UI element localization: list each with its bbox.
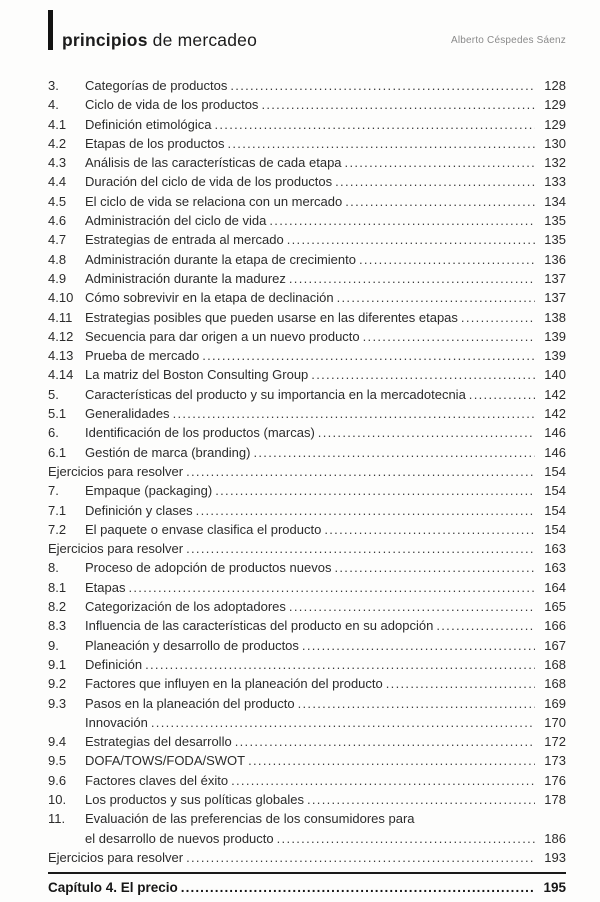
toc-num: 6. bbox=[48, 425, 59, 441]
toc-leader-dots bbox=[287, 230, 535, 249]
toc-num: 3. bbox=[48, 78, 59, 93]
chapter-leader-dots bbox=[181, 878, 535, 897]
toc-title: Empaque (packaging) bbox=[85, 483, 213, 499]
toc-num: 4.12 bbox=[48, 328, 74, 344]
toc-list bbox=[48, 76, 566, 867]
toc-page: 170 bbox=[544, 714, 566, 730]
toc-num: 8.3 bbox=[48, 618, 67, 634]
toc-page: 129 bbox=[544, 116, 566, 132]
toc-title: Influencia de las características del producto en su adopción bbox=[85, 618, 434, 634]
toc-title: Prueba de mercado bbox=[85, 348, 200, 364]
toc-row bbox=[48, 308, 566, 327]
toc-row bbox=[48, 230, 566, 249]
toc-row bbox=[48, 616, 566, 635]
toc-title: El ciclo de vida se relaciona con un mercado bbox=[85, 193, 343, 209]
toc-row bbox=[48, 423, 566, 442]
toc-row bbox=[48, 211, 566, 230]
book-title bbox=[62, 31, 257, 50]
toc-num: 9.5 bbox=[48, 753, 67, 769]
toc-title: Definición bbox=[85, 656, 143, 672]
toc-leader-dots bbox=[261, 95, 535, 114]
toc-row bbox=[48, 713, 566, 732]
toc-page: 154 bbox=[544, 483, 566, 499]
toc-title: Innovación bbox=[85, 714, 148, 730]
toc-row bbox=[48, 636, 566, 655]
toc-title: Ejercicios para resolver bbox=[48, 463, 184, 479]
toc-row bbox=[48, 520, 566, 539]
toc-row bbox=[48, 481, 566, 500]
toc-page: 142 bbox=[544, 406, 566, 422]
toc-leader-dots bbox=[186, 848, 535, 867]
toc-num: 4.7 bbox=[48, 232, 67, 248]
toc-row bbox=[48, 655, 566, 674]
toc-num: 4.9 bbox=[48, 270, 67, 286]
toc-leader-dots bbox=[334, 558, 535, 577]
chapter-footer bbox=[48, 872, 566, 897]
toc-title: Gestión de marca (branding) bbox=[85, 444, 251, 460]
toc-page: 130 bbox=[544, 135, 566, 151]
toc-page: 163 bbox=[544, 560, 566, 576]
toc-row bbox=[48, 76, 566, 95]
toc-num: 8.1 bbox=[48, 579, 67, 595]
toc-leader-dots bbox=[173, 404, 535, 423]
toc-num: 4.10 bbox=[48, 290, 74, 306]
toc-row bbox=[48, 346, 566, 365]
toc-page: 132 bbox=[544, 155, 566, 171]
toc-page: 166 bbox=[544, 618, 566, 634]
toc-title: Etapas de los productos bbox=[85, 135, 225, 151]
toc-row bbox=[48, 172, 566, 191]
toc-num: 9.2 bbox=[48, 676, 67, 692]
toc-title: El paquete o envase clasifica el producto bbox=[85, 521, 322, 537]
toc-row bbox=[48, 829, 566, 848]
toc-title: Ciclo de vida de los productos bbox=[85, 97, 259, 113]
toc-leader-dots bbox=[186, 539, 535, 558]
toc-page: 173 bbox=[544, 753, 566, 769]
toc-num: 4.11 bbox=[48, 309, 73, 325]
toc-row bbox=[48, 153, 566, 172]
toc-leader-dots bbox=[386, 674, 535, 693]
toc-title: Factores claves del éxito bbox=[85, 772, 229, 788]
toc-row bbox=[48, 771, 566, 790]
toc-leader-dots bbox=[311, 365, 535, 384]
toc-num: 4.2 bbox=[48, 135, 67, 151]
toc-row bbox=[48, 269, 566, 288]
toc-title: Proceso de adopción de productos nuevos bbox=[85, 560, 332, 576]
toc-num: 7. bbox=[48, 483, 59, 499]
toc-title: La matriz del Boston Consulting Group bbox=[85, 367, 309, 383]
toc-leader-dots bbox=[289, 269, 535, 288]
toc-row bbox=[48, 385, 566, 404]
toc-title: Estrategias de entrada al mercado bbox=[85, 232, 284, 248]
toc-page: 142 bbox=[544, 386, 566, 402]
toc-row bbox=[48, 578, 566, 597]
toc-page: 154 bbox=[544, 502, 566, 518]
toc-leader-dots bbox=[461, 308, 535, 327]
toc-num: 8. bbox=[48, 560, 59, 576]
toc-leader-dots bbox=[128, 578, 535, 597]
toc-num: 4. bbox=[48, 97, 59, 113]
toc-title: Evaluación de las preferencias de los consumidores para bbox=[85, 811, 415, 827]
toc-leader-dots bbox=[227, 134, 535, 153]
toc-leader-dots bbox=[145, 655, 535, 674]
toc-page: 165 bbox=[544, 599, 566, 615]
toc-num: 8.2 bbox=[48, 599, 67, 615]
toc-leader-dots bbox=[345, 192, 535, 211]
toc-title: Generalidades bbox=[85, 406, 170, 422]
toc-num: 7.2 bbox=[48, 521, 67, 537]
toc-leader-dots bbox=[231, 771, 535, 790]
toc-leader-dots bbox=[235, 732, 535, 751]
toc-num: 10. bbox=[48, 791, 67, 807]
toc-leader-dots bbox=[335, 172, 535, 191]
toc-page: 146 bbox=[544, 425, 566, 441]
toc-leader-dots bbox=[345, 153, 535, 172]
toc-page: 168 bbox=[544, 656, 566, 672]
toc-page: 133 bbox=[544, 174, 566, 190]
toc-leader-dots bbox=[302, 636, 535, 655]
toc-title: Análisis de las características de cada etapa bbox=[85, 155, 342, 171]
toc-row bbox=[48, 327, 566, 346]
toc-num: 5.1 bbox=[48, 406, 67, 422]
toc-leader-dots bbox=[298, 694, 535, 713]
toc-row bbox=[48, 674, 566, 693]
toc-leader-dots bbox=[215, 481, 535, 500]
toc-row bbox=[48, 115, 566, 134]
toc-leader-dots bbox=[469, 385, 535, 404]
toc-row bbox=[48, 751, 566, 770]
toc-num: 4.4 bbox=[48, 174, 67, 190]
toc-title: Definición y clases bbox=[85, 502, 193, 518]
toc-num: 9.3 bbox=[48, 695, 67, 711]
toc-row bbox=[48, 365, 566, 384]
toc-title: el desarrollo de nuevos producto bbox=[85, 830, 274, 846]
toc-leader-dots bbox=[269, 211, 535, 230]
toc-row bbox=[48, 288, 566, 307]
toc-leader-dots bbox=[248, 751, 535, 770]
toc-num: 4.5 bbox=[48, 193, 67, 209]
toc-title: Características del producto y su importancia en la mercadotecnia bbox=[85, 386, 466, 402]
toc-page: 137 bbox=[544, 270, 566, 286]
toc-leader-dots bbox=[202, 346, 535, 365]
toc-title: Pasos en la planeación del producto bbox=[85, 695, 295, 711]
toc-num: 4.14 bbox=[48, 367, 74, 383]
toc-page: 137 bbox=[544, 290, 566, 306]
toc-page: 128 bbox=[544, 78, 566, 93]
toc-row bbox=[48, 95, 566, 114]
page-header bbox=[48, 10, 566, 50]
toc-row bbox=[48, 404, 566, 423]
toc-row bbox=[48, 848, 566, 867]
toc-title: Categorías de productos bbox=[85, 78, 228, 93]
toc-title: Administración durante la etapa de crecimiento bbox=[85, 251, 356, 267]
toc-title: Duración del ciclo de vida de los productos bbox=[85, 174, 333, 190]
toc-row bbox=[48, 192, 566, 211]
toc-leader-dots bbox=[363, 327, 535, 346]
toc-leader-dots bbox=[324, 520, 535, 539]
toc-num: 5. bbox=[48, 386, 59, 402]
toc-num: 7.1 bbox=[48, 502, 67, 518]
chapter-page: 195 bbox=[543, 880, 566, 896]
book-title-block bbox=[48, 10, 257, 50]
toc-page: 164 bbox=[544, 579, 566, 595]
toc-page: 172 bbox=[544, 734, 566, 750]
toc-leader-dots bbox=[230, 76, 535, 95]
toc-title: Los productos y sus políticas globales bbox=[85, 791, 304, 807]
toc-num: 9.1 bbox=[48, 656, 67, 672]
toc-num: 4.13 bbox=[48, 348, 74, 364]
book-title-bold: principios bbox=[62, 29, 148, 50]
toc-title: Cómo sobrevivir en la etapa de declinación bbox=[85, 290, 334, 306]
toc-row bbox=[48, 597, 566, 616]
toc-leader-dots bbox=[289, 597, 535, 616]
toc-title: Administración durante la madurez bbox=[85, 270, 286, 286]
toc-page: 168 bbox=[544, 676, 566, 692]
toc-num: 4.1 bbox=[48, 116, 67, 132]
toc-row bbox=[48, 558, 566, 577]
toc-title: Categorización de los adoptadores bbox=[85, 599, 286, 615]
toc-leader-dots bbox=[436, 616, 535, 635]
toc-title: DOFA/TOWS/FODA/SWOT bbox=[85, 753, 246, 769]
toc-row bbox=[48, 250, 566, 269]
toc-page: 169 bbox=[544, 695, 566, 711]
toc-num: 9.4 bbox=[48, 734, 67, 750]
toc-page: 129 bbox=[544, 97, 566, 113]
toc-leader-dots bbox=[253, 443, 535, 462]
toc-page: 146 bbox=[544, 444, 566, 460]
toc-page: 136 bbox=[544, 251, 566, 267]
toc-title: Estrategias del desarrollo bbox=[85, 734, 232, 750]
toc-row bbox=[48, 443, 566, 462]
toc-title: Ejercicios para resolver bbox=[48, 849, 184, 865]
toc-row bbox=[48, 732, 566, 751]
toc-title: Secuencia para dar origen a un nuevo producto bbox=[85, 328, 360, 344]
toc-leader-dots bbox=[337, 288, 535, 307]
toc-leader-dots bbox=[318, 423, 535, 442]
toc-page: 167 bbox=[544, 637, 566, 653]
toc-page: 163 bbox=[544, 541, 566, 557]
toc-page: 135 bbox=[544, 213, 566, 229]
toc-row bbox=[48, 501, 566, 520]
toc-page: 140 bbox=[544, 367, 566, 383]
toc-row bbox=[48, 809, 566, 828]
toc-page: 139 bbox=[544, 328, 566, 344]
toc-leader-dots bbox=[359, 250, 535, 269]
toc-page: 154 bbox=[544, 521, 566, 537]
toc-title: Estrategias posibles que pueden usarse en las diferentes etapas bbox=[85, 309, 458, 325]
toc-title: Identificación de los productos (marcas) bbox=[85, 425, 315, 441]
toc-leader-dots bbox=[196, 501, 535, 520]
toc-leader-dots bbox=[186, 462, 535, 481]
toc-leader-dots bbox=[277, 829, 535, 848]
title-accent-bar bbox=[48, 10, 53, 50]
toc-title: Administración del ciclo de vida bbox=[85, 213, 267, 229]
toc-title: Etapas bbox=[85, 579, 126, 595]
toc-row bbox=[48, 134, 566, 153]
toc-leader-dots bbox=[151, 713, 535, 732]
toc-page: 138 bbox=[544, 309, 566, 325]
toc-leader-dots bbox=[214, 115, 535, 134]
toc-num: 9. bbox=[48, 637, 59, 653]
toc-title: Definición etimológica bbox=[85, 116, 212, 132]
toc-title: Ejercicios para resolver bbox=[48, 541, 184, 557]
toc-row bbox=[48, 539, 566, 558]
toc-page: 186 bbox=[544, 830, 566, 846]
toc-leader-dots bbox=[307, 790, 535, 809]
toc-num: 4.8 bbox=[48, 251, 67, 267]
toc-num: 4.3 bbox=[48, 155, 67, 171]
toc-num: 11. bbox=[48, 811, 66, 827]
toc-page: 176 bbox=[544, 772, 566, 788]
author-name: Alberto Céspedes Sáenz bbox=[450, 35, 566, 46]
toc-page: 154 bbox=[544, 463, 566, 479]
toc-num: 4.6 bbox=[48, 213, 67, 229]
toc-row bbox=[48, 462, 566, 481]
toc-page: 193 bbox=[544, 849, 566, 865]
toc-page: 135 bbox=[544, 232, 566, 248]
book-title-rest: de mercadeo bbox=[147, 29, 258, 50]
toc-page: 178 bbox=[544, 791, 566, 807]
toc-title: Factores que influyen en la planeación del producto bbox=[85, 676, 383, 692]
toc-page: 134 bbox=[544, 193, 566, 209]
toc-num: 6.1 bbox=[48, 444, 67, 460]
toc-row bbox=[48, 694, 566, 713]
chapter-row bbox=[48, 878, 566, 897]
chapter-title: Capítulo 4. El precio bbox=[48, 880, 178, 896]
toc-row bbox=[48, 790, 566, 809]
toc-page: 139 bbox=[544, 348, 566, 364]
toc-title: Planeación y desarrollo de productos bbox=[85, 637, 299, 653]
toc-num: 9.6 bbox=[48, 772, 67, 788]
